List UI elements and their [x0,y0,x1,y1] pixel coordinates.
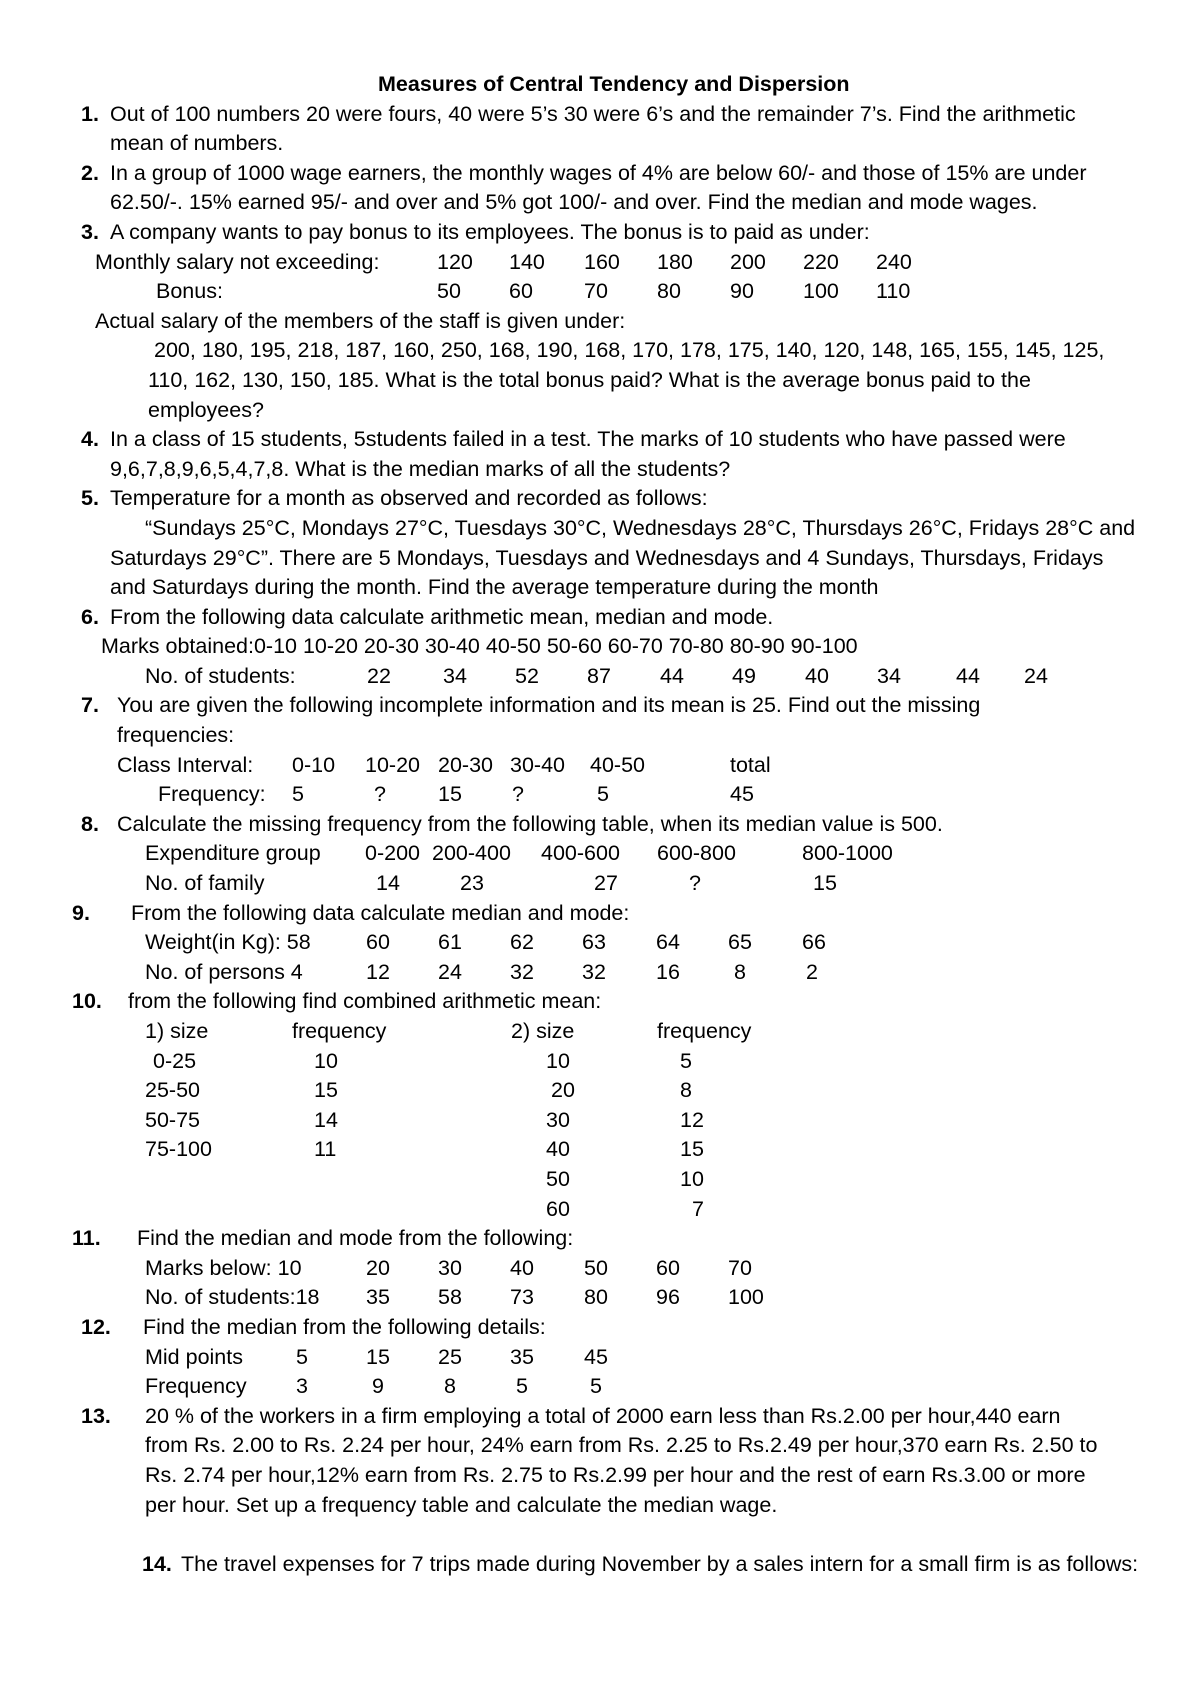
table-cell: 5 [590,1374,602,1399]
row-label: Bonus: [156,279,223,304]
class-interval-row [0,751,1200,781]
question-text: Saturdays 29°C”. There are 5 Mondays, Tuesdays and Wednesdays and 4 Sundays, Thursdays, Fridays [110,545,1104,570]
table-cell: 15 [314,1078,338,1103]
question-text: In a group of 1000 wage earners, the monthly wages of 4% are below 60/- and those of 15% are under [110,160,1087,185]
question-text: You are given the following incomplete information and its mean is 25. Find out the missing [117,693,981,718]
table-cell: 40 [546,1137,570,1162]
table-cell: 10 [680,1166,704,1191]
table-cell: 32 [510,959,534,984]
table-cell: 40 [510,1255,534,1280]
table-cell: 66 [802,930,826,955]
question-text: A company wants to pay bonus to its employees. The bonus is to paid as under: [110,219,870,244]
question-text: mean of numbers. [110,131,284,156]
table-cell: 58 [438,1285,462,1310]
table-cell: 25-50 [145,1078,200,1103]
table-row [0,1195,1200,1225]
combined-table-header [0,1017,1200,1047]
bonus-row [0,277,1200,307]
question-text: 200, 180, 195, 218, 187, 160, 250, 168, 190, 168, 170, 178, 175, 140, 120, 148, 165, 155, 145, 125, [154,338,1105,363]
question-text: and Saturdays during the month. Find the average temperature during the month [110,575,879,600]
table-cell: 110 [876,279,911,304]
table-cell: 8 [444,1374,456,1399]
question-number: 9. [72,900,90,925]
question-number: 10. [72,989,102,1014]
table-cell: 7 [692,1196,704,1221]
table-cell: 160 [584,249,620,274]
table-cell: 40 [805,663,829,688]
table-cell: 30 [438,1255,462,1280]
table-cell: 32 [582,959,606,984]
table-cell: 200-400 [432,841,511,866]
question-text: employees? [148,397,264,422]
row-label: Weight(in Kg): 58 [145,930,311,955]
table-cell: 5 [296,1344,308,1369]
students-row [0,1283,1200,1313]
page-title: Measures of Central Tendency and Dispersion [378,72,850,96]
column-header: 1) size [145,1019,209,1043]
table-cell: 63 [582,930,606,955]
weight-row [0,928,1200,958]
table-cell: 400-600 [541,841,620,866]
table-cell: 12 [366,959,390,984]
table-cell: 60 [366,930,390,955]
table-cell: 80 [584,1285,608,1310]
row-label: No. of students: [145,663,296,688]
column-header: frequency [292,1019,387,1043]
students-row [0,662,1200,692]
question-number: 14. [142,1551,172,1576]
question-text: Temperature for a month as observed and recorded as follows: [110,486,708,511]
question-number: 3. [81,219,99,244]
table-cell: 5 [680,1048,692,1073]
table-cell: 16 [656,959,680,984]
table-cell: 15 [366,1344,390,1369]
question-text: 62.50/-. 15% earned 95/- and over and 5% got 100/- and over. Find the median and mode wages. [110,190,1038,215]
row-label: Monthly salary not exceeding: [95,249,380,274]
table-cell: 11 [314,1137,337,1162]
question-6 [0,603,1200,633]
table-cell: 15 [680,1137,704,1162]
table-cell: 34 [877,663,901,688]
question-text: Actual salary of the members of the staff is given under: [95,308,626,333]
table-cell: 12 [680,1107,704,1132]
question-text: 110, 162, 130, 150, 185. What is the total bonus paid? What is the average bonus paid to the [148,367,1031,392]
question-9 [0,899,1200,929]
table-row [0,1047,1200,1077]
table-cell: 87 [587,663,611,688]
question-text: Rs. 2.74 per hour,12% earn from Rs. 2.75 to Rs.2.99 per hour and the rest of earn Rs.3.00 or more [145,1462,1086,1487]
table-cell: 45 [730,782,754,807]
question-number: 7. [81,693,99,718]
table-cell: 20-30 [438,752,493,777]
table-cell: 35 [366,1285,390,1310]
table-cell: 60 [509,279,533,304]
question-5 [0,484,1200,514]
table-cell: 50 [437,279,461,304]
table-cell: 24 [1024,663,1048,688]
table-cell: 5 [292,782,304,807]
table-cell: 800-1000 [802,841,893,866]
table-cell: 50 [546,1166,570,1191]
row-label: Marks below: 10 [145,1255,302,1280]
table-cell: 2 [806,959,818,984]
question-text: From the following data calculate arithmetic mean, median and mode. [110,604,774,629]
table-cell: 52 [515,663,539,688]
question-number: 8. [81,811,99,836]
table-cell: 75-100 [145,1137,212,1162]
question-text: The travel expenses for 7 trips made during November by a sales intern for a small firm is as follows: [181,1551,1139,1576]
table-cell: 140 [509,249,545,274]
table-cell: 0-25 [153,1048,197,1073]
table-cell: ? [689,871,701,896]
table-cell: 73 [510,1285,534,1310]
table-cell: 600-800 [657,841,736,866]
table-cell: 60 [656,1255,680,1280]
question-text: 20 % of the workers in a firm employing a total of 2000 earn less than Rs.2.00 per hour,440 earn [145,1403,1061,1428]
table-cell: 24 [438,959,462,984]
question-number: 12. [81,1314,111,1339]
question-number: 5. [81,486,99,511]
table-cell: 10-20 [365,752,420,777]
salary-row [0,248,1200,278]
question-number: 1. [81,101,99,126]
row-label: No. of family [145,871,265,896]
row-label: Expenditure group [145,841,321,866]
question-text: from Rs. 2.00 to Rs. 2.24 per hour, 24% earn from Rs. 2.25 to Rs.2.49 per hour,370 earn Rs. 2.50 to [145,1433,1098,1458]
table-cell: 240 [876,249,912,274]
question-text: 9,6,7,8,9,6,5,4,7,8. What is the median marks of all the students? [110,456,731,481]
table-cell: 30-40 [510,752,565,777]
table-cell: 9 [372,1374,384,1399]
question-text: Find the median from the following details: [143,1314,546,1339]
row-label: No. of students:18 [145,1285,320,1310]
question-number: 2. [81,160,99,185]
table-cell: 180 [657,249,693,274]
worksheet [0,70,1200,1579]
column-header: frequency [657,1019,752,1043]
question-14 [0,1550,1200,1580]
table-cell: 61 [438,930,462,955]
question-13 [0,1402,1200,1432]
table-cell: 70 [728,1255,752,1280]
table-cell: 25 [438,1344,462,1369]
row-label: Frequency [145,1374,247,1399]
question-3 [0,218,1200,248]
mid-points-row [0,1343,1200,1373]
table-cell: 20 [551,1078,575,1103]
table-cell: 5 [516,1374,528,1399]
table-cell: 10 [314,1048,338,1073]
table-cell: 50-75 [145,1107,200,1132]
marks-below-row [0,1254,1200,1284]
question-text: per hour. Set up a frequency table and calculate the median wage. [145,1492,778,1517]
table-cell: 220 [803,249,839,274]
table-cell: ? [374,782,386,807]
question-1 [0,100,1200,130]
table-cell: 100 [803,279,839,304]
question-number: 11. [72,1226,101,1251]
table-cell: 23 [460,871,484,896]
table-cell: 34 [443,663,467,688]
question-text: In a class of 15 students, 5students failed in a test. The marks of 10 students who have passed were [110,427,1066,452]
question-text: frequencies: [117,723,235,748]
question-4 [0,425,1200,455]
question-text: From the following data calculate median and mode: [131,900,630,925]
table-cell: 35 [510,1344,534,1369]
table-cell: 8 [680,1078,692,1103]
row-label: Mid points [145,1344,243,1369]
table-cell: 120 [437,249,473,274]
table-row [0,1135,1200,1165]
table-cell: 10 [546,1048,570,1073]
table-cell: 80 [657,279,681,304]
question-8 [0,810,1200,840]
table-cell: 90 [730,279,754,304]
question-10 [0,987,1200,1017]
row-label: Class Interval: [117,752,254,777]
table-cell: 20 [366,1255,390,1280]
table-cell: total [730,752,771,777]
table-cell: 44 [660,663,684,688]
table-cell: 70 [584,279,608,304]
table-cell: 50 [584,1255,608,1280]
table-cell: 64 [656,930,680,955]
table-cell: 96 [656,1285,680,1310]
table-cell: 0-200 [365,841,420,866]
table-cell: 15 [438,782,462,807]
row-label: Frequency: [158,782,266,807]
question-7 [0,691,1200,721]
table-cell: 15 [813,871,837,896]
family-row [0,869,1200,899]
table-row [0,1165,1200,1195]
table-cell: 30 [546,1107,570,1132]
frequency-row [0,1372,1200,1402]
question-11 [0,1224,1200,1254]
table-cell: 40-50 [590,752,645,777]
table-cell: 200 [730,249,766,274]
question-number: 6. [81,604,99,629]
table-cell: ? [512,782,524,807]
table-row [0,1076,1200,1106]
question-text: Calculate the missing frequency from the following table, when its median value is 500. [117,811,943,836]
table-cell: 65 [728,930,752,955]
table-cell: 27 [594,871,618,896]
persons-row [0,958,1200,988]
question-2 [0,159,1200,189]
table-cell: 60 [546,1196,570,1221]
expenditure-row [0,839,1200,869]
table-cell: 3 [296,1374,308,1399]
question-text: Find the median and mode from the following: [137,1226,574,1251]
question-text: from the following find combined arithmetic mean: [128,989,602,1014]
table-cell: 14 [376,871,400,896]
question-text: “Sundays 25°C, Mondays 27°C, Tuesdays 30°C, Wednesdays 28°C, Thursdays 26°C, Fridays 28°C and [145,515,1136,540]
frequency-row [0,780,1200,810]
question-text: Out of 100 numbers 20 were fours, 40 were 5’s 30 were 6’s and the remainder 7’s. Find the arithmetic [110,101,1076,126]
row-label: No. of persons 4 [145,959,303,984]
table-cell: 8 [734,959,746,984]
table-cell: 22 [367,663,391,688]
question-number: 13. [81,1403,111,1428]
column-header: 2) size [511,1019,575,1043]
table-row [0,1106,1200,1136]
table-cell: 49 [732,663,756,688]
table-cell: 5 [597,782,609,807]
table-cell: 45 [584,1344,608,1369]
question-12 [0,1313,1200,1343]
marks-row: Marks obtained:0-10 10-20 20-30 30-40 40-50 50-60 60-70 70-80 80-90 90-100 [101,634,858,659]
question-number: 4. [81,427,99,452]
table-cell: 62 [510,930,534,955]
table-cell: 100 [728,1285,764,1310]
table-cell: 0-10 [292,752,336,777]
table-cell: 44 [956,663,980,688]
table-cell: 14 [314,1107,338,1132]
